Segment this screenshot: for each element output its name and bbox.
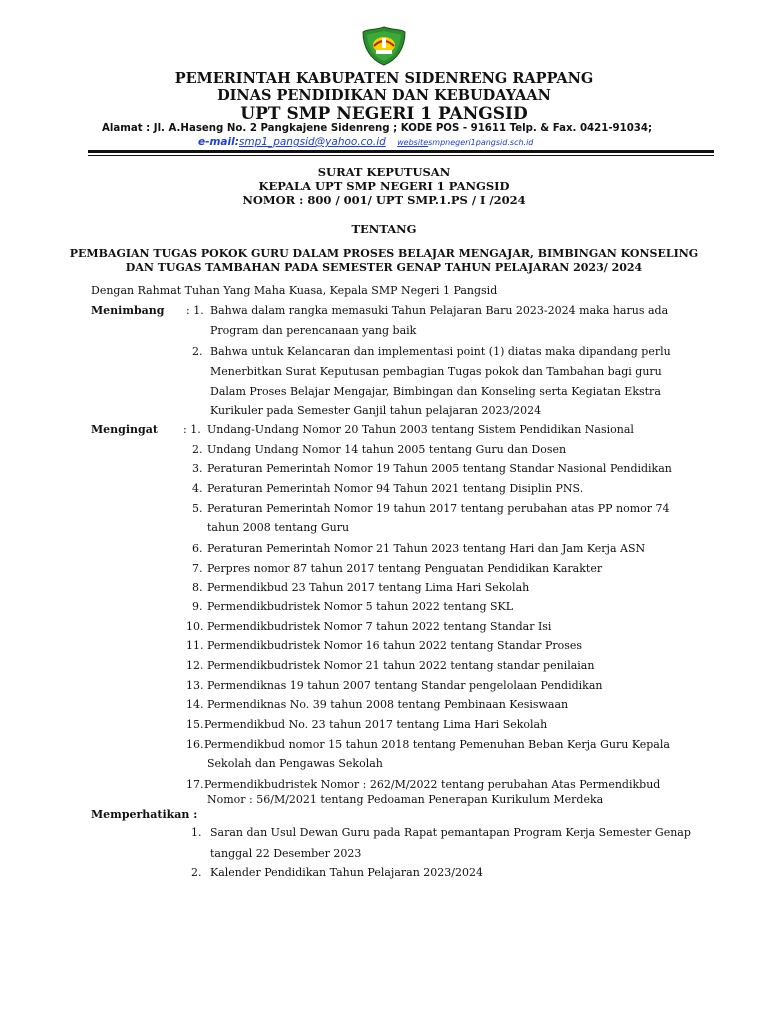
menimbang-item-number: : 1. <box>186 304 204 317</box>
memperhatikan-item-text: Saran dan Usul Dewan Guru pada Rapat pemantapan Program Kerja Semester Genap <box>210 826 691 839</box>
memperhatikan-item-text: tanggal 22 Desember 2023 <box>210 847 362 860</box>
district-crest-icon <box>361 26 407 66</box>
menimbang-item-text: Program dan perencanaan yang baik <box>210 324 417 337</box>
mengingat-label: Mengingat <box>91 423 158 436</box>
mengingat-item-text: Permendikbud No. 23 tahun 2017 tentang Lima Hari Sekolah <box>204 718 548 731</box>
header-divider-thin <box>88 155 714 156</box>
menimbang-item-text: Dalam Proses Belajar Mengajar, Bimbingan dan Konseling serta Kegiatan Ekstra <box>210 385 661 398</box>
menimbang-item-text: Kurikuler pada Semester Ganjil tahun pelajaran 2023/2024 <box>210 404 542 417</box>
mengingat-item-number: 10. <box>186 620 204 633</box>
mengingat-item-number: 5. <box>192 502 203 515</box>
menimbang-item-text: Bahwa dalam rangka memasuki Tahun Pelajaran Baru 2023-2024 maka harus ada <box>210 304 669 317</box>
memperhatikan-item-number: 2. <box>191 866 202 879</box>
mengingat-item-text: tahun 2008 tentang Guru <box>207 521 350 534</box>
about-line-2: DAN TUGAS TAMBAHAN PADA SEMESTER GENAP TAHUN PELAJARAN 2023/ 2024 <box>125 261 643 274</box>
mengingat-item-number: : 1. <box>183 423 201 436</box>
mengingat-item-number: 7. <box>192 562 203 575</box>
decree-title: SURAT KEPUTUSAN <box>317 165 451 179</box>
header-divider-thick <box>88 150 714 153</box>
decree-issuer: KEPALA UPT SMP NEGERI 1 PANGSID <box>258 179 510 193</box>
about-line-1: PEMBAGIAN TUGAS POKOK GURU DALAM PROSES BELAJAR MENGAJAR, BIMBINGAN KONSELING <box>69 247 699 260</box>
website-label: website <box>397 138 429 147</box>
mengingat-item-text: Peraturan Pemerintah Nomor 19 tahun 2017 tentang perubahan atas PP nomor 74 <box>207 502 670 515</box>
mengingat-item-number: 15. <box>186 718 204 731</box>
mengingat-item-text: Permendiknas 19 tahun 2007 tentang Standar pengelolaan Pendidikan <box>207 679 603 692</box>
mengingat-item-text: Permendikbud nomor 15 tahun 2018 tentang Pemenuhan Beban Kerja Guru Kepala <box>204 738 670 751</box>
mengingat-item-number: 13. <box>186 679 204 692</box>
mengingat-item-text: Permendiknas No. 39 tahun 2008 tentang Pembinaan Kesiswaan <box>207 698 569 711</box>
about-label: TENTANG <box>351 222 417 236</box>
menimbang-item-number: 2. <box>192 345 203 358</box>
mengingat-item-number: 4. <box>192 482 203 495</box>
mengingat-item-text: Permendikbud 23 Tahun 2017 tentang Lima Hari Sekolah <box>207 581 530 594</box>
mengingat-item-text: Permendikbudristek Nomor : 262/M/2022 tentang perubahan Atas Permendikbud <box>204 778 661 791</box>
mengingat-item-number: 9. <box>192 600 203 613</box>
website-link[interactable]: smpnegeri1pangsid.sch.id <box>428 138 534 147</box>
mengingat-item-text: Peraturan Pemerintah Nomor 94 Tahun 2021 tentang Disiplin PNS. <box>207 482 584 495</box>
mengingat-item-text: Undang-Undang Nomor 20 Tahun 2003 tentang Sistem Pendidikan Nasional <box>207 423 634 436</box>
mengingat-item-text: Nomor : 56/M/2021 tentang Pedoaman Penerapan Kurikulum Merdeka <box>207 793 604 806</box>
opening-line: Dengan Rahmat Tuhan Yang Maha Kuasa, Kepala SMP Negeri 1 Pangsid <box>91 284 498 297</box>
mengingat-item-number: 3. <box>192 462 203 475</box>
school-name: UPT SMP NEGERI 1 PANGSID <box>240 104 528 124</box>
email-link[interactable]: smp1_pangsid@yahoo.co.id <box>238 136 386 148</box>
memperhatikan-label: Memperhatikan : <box>91 808 198 821</box>
mengingat-item-text: Permendikbudristek Nomor 16 tahun 2022 tentang Standar Proses <box>207 639 583 652</box>
mengingat-item-text: Perpres nomor 87 tahun 2017 tentang Penguatan Pendidikan Karakter <box>207 562 603 575</box>
menimbang-item-text: Bahwa untuk Kelancaran dan implementasi point (1) diatas maka dipandang perlu <box>210 345 671 358</box>
mengingat-item-text: Permendikbudristek Nomor 5 tahun 2022 tentang SKL <box>207 600 514 613</box>
mengingat-item-number: 11. <box>186 639 204 652</box>
contact-line <box>198 136 533 148</box>
agency-name: DINAS PENDIDIKAN DAN KEBUDAYAAN <box>217 87 551 104</box>
menimbang-label: Menimbang <box>91 304 165 317</box>
mengingat-item-text: Permendikbudristek Nomor 7 tahun 2022 tentang Standar Isi <box>207 620 552 633</box>
mengingat-item-number: 6. <box>192 542 203 555</box>
gov-name: PEMERINTAH KABUPATEN SIDENRENG RAPPANG <box>174 70 594 87</box>
mengingat-item-text: Sekolah dan Pengawas Sekolah <box>207 757 383 770</box>
memperhatikan-item-text: Kalender Pendidikan Tahun Pelajaran 2023/2024 <box>210 866 483 879</box>
mengingat-item-text: Undang Undang Nomor 14 tahun 2005 tentang Guru dan Dosen <box>207 443 567 456</box>
email-label: e-mail: <box>198 136 239 148</box>
mengingat-item-text: Peraturan Pemerintah Nomor 19 Tahun 2005 tentang Standar Nasional Pendidikan <box>207 462 672 475</box>
mengingat-item-text: Peraturan Pemerintah Nomor 21 Tahun 2023 tentang Hari dan Jam Kerja ASN <box>207 542 646 555</box>
mengingat-item-number: 17. <box>186 778 204 791</box>
menimbang-item-text: Menerbitkan Surat Keputusan pembagian Tugas pokok dan Tambahan bagi guru <box>210 365 662 378</box>
school-address: Alamat : Jl. A.Haseng No. 2 Pangkajene Sidenreng ; KODE POS - 91611 Telp. & Fax. 0421-91034; <box>102 123 653 134</box>
mengingat-item-text: Permendikbudristek Nomor 21 tahun 2022 tentang standar penilaian <box>207 659 595 672</box>
memperhatikan-item-number: 1. <box>191 826 202 839</box>
mengingat-item-number: 14. <box>186 698 204 711</box>
mengingat-item-number: 8. <box>192 581 203 594</box>
decree-number: NOMOR : 800 / 001/ UPT SMP.1.PS / I /2024 <box>242 193 526 207</box>
mengingat-item-number: 16. <box>186 738 204 751</box>
mengingat-item-number: 12. <box>186 659 204 672</box>
mengingat-item-number: 2. <box>192 443 203 456</box>
